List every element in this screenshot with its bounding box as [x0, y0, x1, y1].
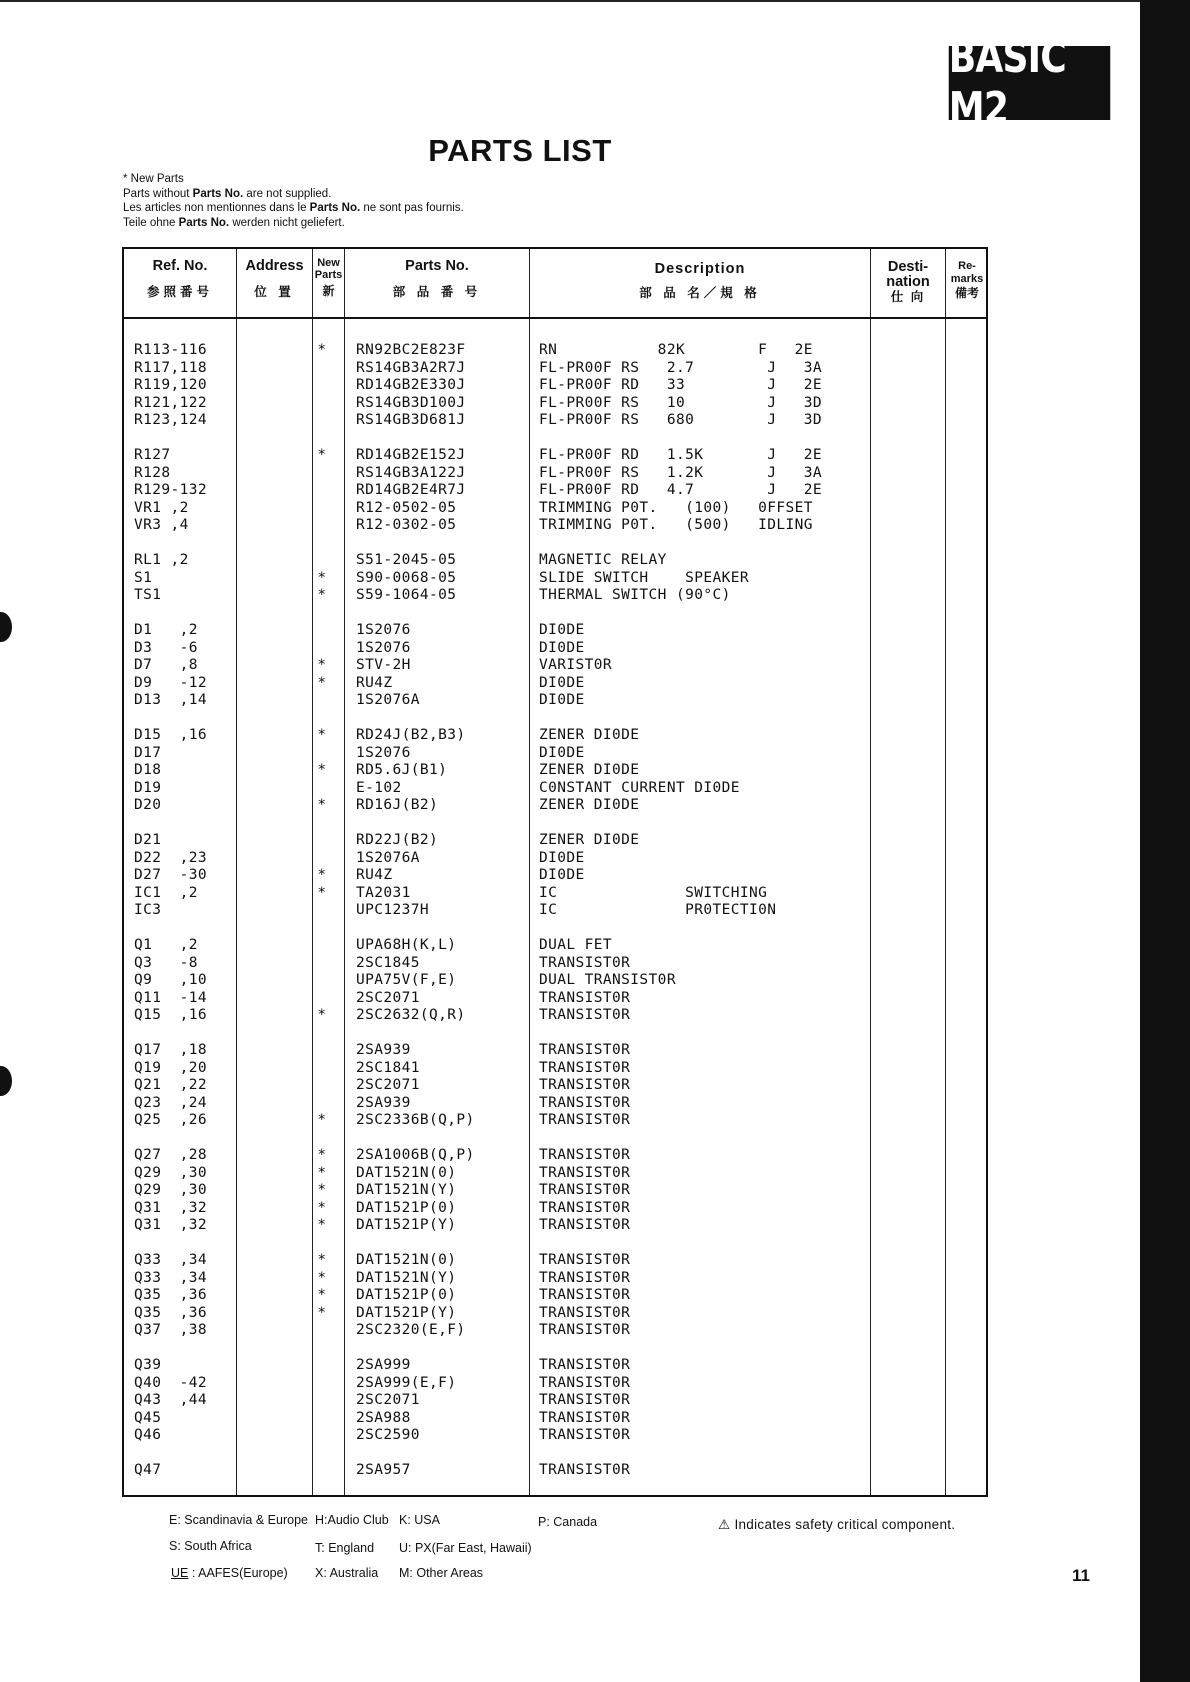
parts-no: RD5.6J(B1): [356, 762, 448, 778]
header-destination: Desti- nation 仕 向: [886, 259, 930, 304]
description: ZENER DI0DE: [539, 797, 640, 813]
table-row: [124, 640, 986, 658]
description: DUAL FET: [539, 937, 613, 953]
ref-no: Q40 -42: [134, 1374, 208, 1391]
table-row: [124, 622, 986, 640]
new-mark: *: [317, 1182, 327, 1198]
description: TRANSIST0R: [539, 1164, 631, 1181]
header-new-parts: New Parts 新: [314, 257, 343, 298]
parts-table: [122, 247, 988, 1497]
ref-no: Q29 ,30: [134, 1182, 208, 1198]
ref-no: Q9 ,10: [134, 972, 208, 988]
parts-no: 1S2076: [356, 639, 411, 656]
description: FL-PR00F RD 33 J 2E: [539, 377, 823, 393]
ref-no: Q19 ,20: [134, 1059, 208, 1076]
ref-no: D13 ,14: [134, 692, 208, 708]
description: TRANSIST0R: [539, 1409, 631, 1426]
ref-no: Q17 ,18: [134, 1042, 208, 1058]
parts-no: 1S2076: [356, 622, 411, 638]
table-row: [124, 955, 986, 973]
table-row: [124, 832, 986, 850]
description: MAGNETIC RELAY: [539, 552, 667, 568]
ref-no: Q35 ,36: [134, 1304, 208, 1321]
new-mark: *: [317, 1269, 327, 1286]
table-row: [124, 1077, 986, 1095]
parts-no: 2SC2336B(Q,P): [356, 1112, 475, 1128]
ref-no: D9 -12: [134, 674, 208, 691]
description: C0NSTANT CURRENT DI0DE: [539, 779, 740, 796]
table-row: [124, 745, 986, 763]
description: TRANSIST0R: [539, 1357, 631, 1373]
legend-s: S: South Africa: [169, 1539, 252, 1553]
table-row: [124, 1165, 986, 1183]
new-mark: *: [317, 1287, 327, 1303]
description: TRANSIST0R: [539, 1269, 631, 1286]
description: TRANSIST0R: [539, 1427, 631, 1443]
ref-no: Q46: [134, 1427, 162, 1443]
description: TRANSIST0R: [539, 1042, 631, 1058]
table-row: [124, 570, 986, 588]
row-group: [124, 447, 986, 535]
ref-no: Q35 ,36: [134, 1287, 208, 1303]
ref-no: D17: [134, 744, 162, 761]
row-group: [124, 1462, 986, 1480]
row-group: [124, 552, 986, 605]
parts-no: STV-2H: [356, 657, 411, 673]
table-row: [124, 1112, 986, 1130]
ref-no: R128: [134, 464, 171, 481]
parts-no: 2SA957: [356, 1462, 411, 1478]
new-mark: *: [317, 762, 327, 778]
table-row: [124, 1375, 986, 1393]
ref-no: R127: [134, 447, 171, 463]
legend-m: M: Other Areas: [399, 1566, 484, 1580]
table-row: [124, 780, 986, 798]
description: DI0DE: [539, 867, 585, 883]
description: TRANSIST0R: [539, 1147, 631, 1163]
ref-no: VR3 ,4: [134, 517, 189, 533]
table-row: [124, 412, 986, 430]
ref-no: RL1 ,2: [134, 552, 189, 568]
parts-no: R12-0502-05: [356, 499, 457, 516]
description: TRANSIST0R: [539, 1374, 631, 1391]
ref-no: Q1 ,2: [134, 937, 198, 953]
description: FL-PR00F RD 4.7 J 2E: [539, 482, 823, 498]
page-number: 11: [1072, 1566, 1090, 1585]
new-mark: *: [317, 1199, 327, 1216]
description: FL-PR00F RS 680 J 3D: [539, 412, 823, 428]
table-row: [124, 1410, 986, 1428]
description: TRIMMING P0T. (100) 0FFSET: [539, 499, 813, 516]
table-row: [124, 972, 986, 990]
ref-no: R119,120: [134, 377, 208, 393]
table-row: [124, 850, 986, 868]
description: TRANSIST0R: [539, 954, 631, 971]
ref-no: Q31 ,32: [134, 1199, 208, 1216]
table-row: [124, 1007, 986, 1025]
new-mark: *: [317, 657, 327, 673]
table-row: [124, 990, 986, 1008]
legend-u: U: PX(Far East, Hawaii): [399, 1541, 532, 1555]
table-row: [124, 1287, 986, 1305]
ref-no: R121,122: [134, 394, 208, 411]
parts-no: DAT1521P(0): [356, 1287, 457, 1303]
parts-no: S59-1064-05: [356, 587, 457, 603]
table-row: [124, 447, 986, 465]
new-mark: *: [317, 1164, 327, 1181]
ref-no: Q11 -14: [134, 989, 208, 1006]
table-row: [124, 1427, 986, 1445]
ref-no: IC1 ,2: [134, 884, 198, 901]
table-row: [124, 1217, 986, 1235]
table-row: [124, 675, 986, 693]
legend-p: P: Canada: [538, 1515, 598, 1529]
description: ZENER DI0DE: [539, 727, 640, 743]
ref-no: IC3: [134, 902, 162, 918]
notes-block: [123, 172, 464, 230]
parts-no: DAT1521N(0): [356, 1164, 457, 1181]
table-row: [124, 727, 986, 745]
row-group: [124, 937, 986, 1025]
table-row: [124, 657, 986, 675]
parts-no: RU4Z: [356, 867, 393, 883]
parts-no: DAT1521P(Y): [356, 1304, 457, 1321]
new-mark: *: [317, 1112, 327, 1128]
description: DI0DE: [539, 622, 585, 638]
note-french: Les articles non mentionnes dans le Parts No. ne sont pas fournis.: [123, 202, 464, 214]
new-mark: *: [317, 1252, 327, 1268]
parts-no: 2SA988: [356, 1409, 411, 1426]
ref-no: D21: [134, 832, 162, 848]
table-row: [124, 377, 986, 395]
new-mark: *: [317, 1304, 327, 1321]
parts-no: UPC1237H: [356, 902, 430, 918]
parts-no: 2SC2071: [356, 1392, 420, 1408]
page-edge-bar: [1140, 0, 1190, 1682]
new-mark: *: [317, 1147, 327, 1163]
legend-t: T: England: [315, 1541, 375, 1555]
table-row: [124, 902, 986, 920]
parts-no: 2SC2320(E,F): [356, 1322, 466, 1338]
description: RN 82K F 2E: [539, 342, 813, 358]
parts-no: RD14GB2E152J: [356, 447, 466, 463]
parts-no: RD24J(B2,B3): [356, 727, 466, 743]
legend-k: K: USA: [399, 1513, 440, 1527]
legend-e: E: Scandinavia & Europe: [169, 1513, 308, 1527]
table-row: [124, 1322, 986, 1340]
table-row: [124, 692, 986, 710]
description: SLIDE SWITCH SPEAKER: [539, 569, 749, 586]
parts-no: DAT1521P(Y): [356, 1217, 457, 1233]
header-ref: Ref. No. 参照番号: [146, 258, 213, 299]
parts-no: E-102: [356, 779, 402, 796]
parts-no: TA2031: [356, 884, 411, 901]
ref-no: R117,118: [134, 359, 208, 376]
new-mark: *: [317, 867, 327, 883]
table-row: [124, 1042, 986, 1060]
table-row: [124, 1252, 986, 1270]
description: TRANSIST0R: [539, 1182, 631, 1198]
parts-no: RS14GB3D681J: [356, 412, 466, 428]
description: TRANSIST0R: [539, 1007, 631, 1023]
row-group: [124, 1357, 986, 1445]
description: DI0DE: [539, 849, 585, 866]
header-description: Description 部 品 名／規 格: [639, 261, 761, 300]
ref-no: R123,124: [134, 412, 208, 428]
description: ZENER DI0DE: [539, 762, 640, 778]
ref-no: Q33 ,34: [134, 1252, 208, 1268]
header-parts-no: Parts No. 部 品 番 号: [392, 258, 482, 299]
row-group: [124, 832, 986, 920]
binding-hole: [0, 612, 12, 642]
ref-no: R113-116: [134, 342, 208, 358]
table-row: [124, 1270, 986, 1288]
ref-no: D20: [134, 797, 162, 813]
new-mark: *: [317, 447, 327, 463]
row-group: [124, 727, 986, 815]
description: THERMAL SWITCH (90°C): [539, 587, 731, 603]
new-mark: *: [317, 674, 327, 691]
parts-no: UPA75V(F,E): [356, 972, 457, 988]
note-german: Teile ohne Parts No. werden nicht geliefert.: [123, 216, 345, 229]
new-mark: *: [317, 1217, 327, 1233]
description: DI0DE: [539, 744, 585, 761]
table-row: [124, 797, 986, 815]
description: FL-PR00F RD 1.5K J 2E: [539, 447, 823, 463]
ref-no: Q27 ,28: [134, 1147, 208, 1163]
table-body: [124, 342, 986, 1497]
ref-no: Q21 ,22: [134, 1077, 208, 1093]
table-row: [124, 867, 986, 885]
table-row: [124, 360, 986, 378]
parts-no: RS14GB3A2R7J: [356, 359, 466, 376]
description: FL-PR00F RS 2.7 J 3A: [539, 359, 823, 376]
new-mark: *: [317, 342, 327, 358]
top-rule: [0, 0, 1140, 2]
ref-no: D27 -30: [134, 867, 208, 883]
parts-no: 2SC2632(Q,R): [356, 1007, 466, 1023]
ref-no: Q23 ,24: [134, 1094, 208, 1111]
description: VARIST0R: [539, 657, 613, 673]
description: TRANSIST0R: [539, 1287, 631, 1303]
description: TRANSIST0R: [539, 989, 631, 1006]
parts-no: 2SA999(E,F): [356, 1374, 457, 1391]
table-row: [124, 1200, 986, 1218]
description: TRANSIST0R: [539, 1094, 631, 1111]
table-row: [124, 762, 986, 780]
parts-no: RS14GB3D100J: [356, 394, 466, 411]
parts-no: 1S2076A: [356, 849, 420, 866]
note-english: Parts without Parts No. are not supplied.: [123, 187, 332, 200]
ref-no: Q33 ,34: [134, 1269, 208, 1286]
table-row: [124, 395, 986, 413]
new-mark: *: [317, 569, 327, 586]
description: TRIMMING P0T. (500) IDLING: [539, 517, 813, 533]
model-badge: BASIC M2: [949, 46, 1111, 120]
parts-no: 2SC2590: [356, 1427, 420, 1443]
table-row: [124, 587, 986, 605]
description: TRANSIST0R: [539, 1112, 631, 1128]
description: TRANSIST0R: [539, 1059, 631, 1076]
parts-no: DAT1521N(Y): [356, 1182, 457, 1198]
table-row: [124, 1095, 986, 1113]
header-divider: [124, 317, 986, 319]
new-mark: *: [317, 884, 327, 901]
parts-no: 2SA999: [356, 1357, 411, 1373]
parts-no: 2SC1845: [356, 954, 420, 971]
header-remarks: Re- marks 備考: [950, 260, 984, 300]
description: FL-PR00F RS 10 J 3D: [539, 394, 823, 411]
legend-ue: UE : AAFES(Europe): [171, 1566, 288, 1580]
note-new-parts: * New Parts: [123, 173, 184, 185]
ref-no: D15 ,16: [134, 727, 208, 743]
parts-no: RU4Z: [356, 674, 393, 691]
parts-no: 2SA1006B(Q,P): [356, 1147, 475, 1163]
table-row: [124, 482, 986, 500]
ref-no: VR1 ,2: [134, 499, 189, 516]
ref-no: D18: [134, 762, 162, 778]
row-group: [124, 1252, 986, 1340]
parts-no: S90-0068-05: [356, 569, 457, 586]
new-mark: *: [317, 587, 327, 603]
table-row: [124, 1305, 986, 1323]
ref-no: Q3 -8: [134, 954, 198, 971]
ref-no: TS1: [134, 587, 162, 603]
table-row: [124, 937, 986, 955]
parts-no: DAT1521N(0): [356, 1252, 457, 1268]
description: TRANSIST0R: [539, 1304, 631, 1321]
parts-no: RD14GB2E330J: [356, 377, 466, 393]
ref-no: Q39: [134, 1357, 162, 1373]
table-row: [124, 1392, 986, 1410]
ref-no: D19: [134, 779, 162, 796]
parts-no: 2SC1841: [356, 1059, 420, 1076]
description: TRANSIST0R: [539, 1322, 631, 1338]
ref-no: R129-132: [134, 482, 208, 498]
ref-no: D1 ,2: [134, 622, 198, 638]
table-row: [124, 517, 986, 535]
legend-x: X: Australia: [315, 1566, 379, 1580]
table-row: [124, 342, 986, 360]
row-group: [124, 1147, 986, 1235]
description: TRANSIST0R: [539, 1462, 631, 1478]
parts-no: 1S2076: [356, 744, 411, 761]
ref-no: S1: [134, 569, 153, 586]
parts-no: RD22J(B2): [356, 832, 439, 848]
ref-no: Q25 ,26: [134, 1112, 208, 1128]
parts-no: DAT1521N(Y): [356, 1269, 457, 1286]
table-row: [124, 1147, 986, 1165]
parts-no: UPA68H(K,L): [356, 937, 457, 953]
description: TRANSIST0R: [539, 1199, 631, 1216]
description: ZENER DI0DE: [539, 832, 640, 848]
description: IC SWITCHING: [539, 884, 768, 901]
ref-no: Q43 ,44: [134, 1392, 208, 1408]
table-row: [124, 552, 986, 570]
parts-no: RD14GB2E4R7J: [356, 482, 466, 498]
description: TRANSIST0R: [539, 1077, 631, 1093]
parts-no: 2SA939: [356, 1042, 411, 1058]
description: DUAL TRANSIST0R: [539, 972, 676, 988]
new-mark: *: [317, 797, 327, 813]
parts-no: R12-0302-05: [356, 517, 457, 533]
ref-no: Q37 ,38: [134, 1322, 208, 1338]
ref-no: Q47: [134, 1462, 162, 1478]
ref-no: Q15 ,16: [134, 1007, 208, 1023]
table-row: [124, 1357, 986, 1375]
parts-no: 1S2076A: [356, 692, 420, 708]
legend-h: H:Audio Club: [315, 1513, 389, 1527]
parts-no: DAT1521P(0): [356, 1199, 457, 1216]
parts-no: RS14GB3A122J: [356, 464, 466, 481]
description: DI0DE: [539, 692, 585, 708]
description: TRANSIST0R: [539, 1392, 631, 1408]
parts-no: 2SA939: [356, 1094, 411, 1111]
ref-no: D3 -6: [134, 639, 198, 656]
parts-no: 2SC2071: [356, 989, 420, 1006]
table-row: [124, 1462, 986, 1480]
header-address: Address 位 置: [245, 258, 304, 299]
table-row: [124, 1182, 986, 1200]
ref-no: D7 ,8: [134, 657, 198, 673]
ref-no: D22 ,23: [134, 849, 208, 866]
safety-note: ⚠ Indicates safety critical component.: [718, 1517, 956, 1532]
parts-no: 2SC2071: [356, 1077, 420, 1093]
binding-hole: [0, 1066, 12, 1096]
table-row: [124, 885, 986, 903]
table-row: [124, 500, 986, 518]
new-mark: *: [317, 1007, 327, 1023]
row-group: [124, 342, 986, 430]
description: DI0DE: [539, 639, 585, 656]
new-mark: *: [317, 727, 327, 743]
description: IC PR0TECTI0N: [539, 902, 777, 918]
description: TRANSIST0R: [539, 1217, 631, 1233]
parts-no: S51-2045-05: [356, 552, 457, 568]
table-row: [124, 1060, 986, 1078]
row-group: [124, 622, 986, 710]
page-title: PARTS LIST: [428, 133, 612, 168]
row-group: [124, 1042, 986, 1130]
description: FL-PR00F RS 1.2K J 3A: [539, 464, 823, 481]
table-row: [124, 465, 986, 483]
description: TRANSIST0R: [539, 1252, 631, 1268]
description: DI0DE: [539, 674, 585, 691]
ref-no: Q31 ,32: [134, 1217, 208, 1233]
ref-no: Q45: [134, 1409, 162, 1426]
parts-no: RN92BC2E823F: [356, 342, 466, 358]
parts-no: RD16J(B2): [356, 797, 439, 813]
ref-no: Q29 ,30: [134, 1164, 208, 1181]
